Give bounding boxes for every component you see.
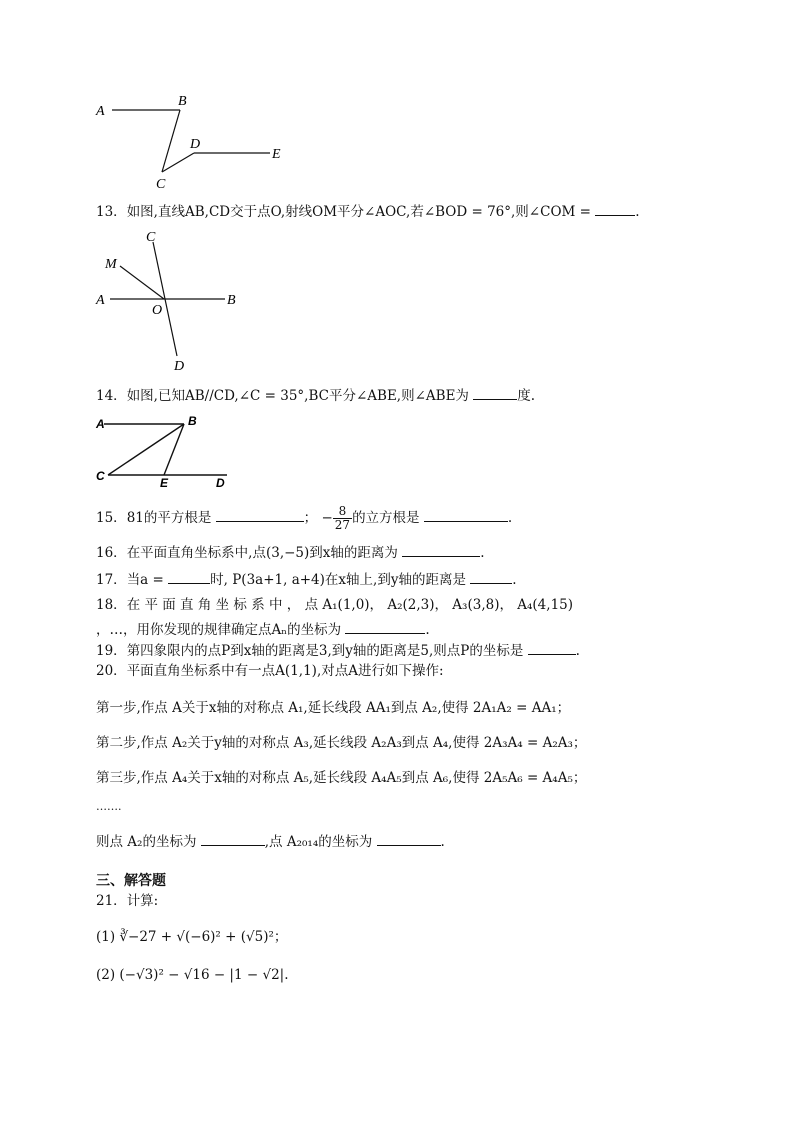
question-15: [96, 503, 512, 533]
fig14-label-e: E: [160, 476, 169, 490]
q21-text: 计算:: [126, 893, 159, 909]
q14-text: 如图,已知AB//CD,∠C = 35°,BC平分∠ABE,则∠ABE为: [126, 388, 469, 404]
figure-q13: [90, 228, 250, 376]
q15-number: 15．: [96, 510, 127, 526]
question-13: [96, 201, 640, 221]
fig12-label-c: C: [156, 177, 166, 192]
q17-end: .: [512, 572, 517, 588]
fig12-label-d: D: [190, 137, 201, 152]
q20-step-2: 第二步,作点 A₂关于y轴的对称点 A₃,延长线段 A₂A₃到点 A₄,使得 2A₃A₄ = A₂A₃；: [96, 735, 587, 751]
fig13-label-d: D: [174, 359, 185, 374]
fig13-label-a: A: [96, 293, 105, 308]
q19-text: 第四象限内的点P到x轴的距离是3,到y轴的距离是5,则点P的坐标是: [126, 643, 524, 659]
fig12-label-e: E: [272, 147, 281, 162]
q15-frac-num: 8: [333, 505, 352, 519]
fig13-label-b: B: [227, 293, 236, 308]
fig12-label-b: B: [178, 94, 187, 109]
question-20: [96, 662, 444, 680]
q20-text: 平面直角坐标系中有一点A(1,1),对点A进行如下操作:: [126, 663, 444, 679]
question-21: [96, 892, 158, 910]
q18-number: 18．: [96, 597, 127, 613]
question-19: [96, 640, 580, 660]
fig13-label-m: M: [105, 257, 117, 272]
q20-step-1: 第一步,作点 A关于x轴的对称点 A₁,延长线段 AA₁到点 A₂,使得 2A₁A₂ = AA₁；: [96, 700, 571, 716]
q15-answer-blank-1[interactable]: [216, 507, 304, 522]
q20-number: 20．: [96, 663, 127, 679]
q17-text-2: 时, P(3a+1, a+4)在x轴上,到y轴的距离是: [210, 572, 466, 588]
q17-number: 17．: [96, 572, 127, 588]
q13-text: 如图,直线AB,CD交于点O,射线OM平分∠AOC,若∠BOD = 76°,则∠COM =: [126, 204, 591, 220]
fig13-label-o: O: [152, 303, 163, 318]
q21-part-1: (1) ∛−27 + √(−6)² + (√5)²；: [96, 929, 288, 945]
q16-end: .: [480, 545, 485, 561]
fig13-label-c: C: [146, 230, 156, 245]
q15-fraction: [333, 505, 352, 532]
q15-text-1: 81的平方根是: [126, 510, 212, 526]
q20-dots: …….: [96, 800, 122, 813]
q20-end: .: [440, 834, 445, 850]
q13-end: .: [635, 204, 640, 220]
question-18-line-2: [96, 619, 430, 639]
q19-number: 19．: [96, 643, 127, 659]
q14-answer-blank[interactable]: [473, 385, 517, 400]
q21-number: 21．: [96, 893, 127, 909]
fig14-label-a: A: [96, 417, 105, 431]
fig12-label-a: A: [96, 104, 105, 119]
question-17: [96, 569, 517, 589]
q16-number: 16．: [96, 545, 127, 561]
figure-q14: [92, 413, 242, 493]
q20-ask-1: 则点 A₂的坐标为: [96, 834, 197, 850]
q18-answer-blank[interactable]: [345, 619, 425, 634]
q17-answer-blank-1[interactable]: [168, 569, 210, 584]
q14-end: 度.: [517, 388, 536, 404]
q15-answer-blank-2[interactable]: [424, 507, 508, 522]
fig14-label-c: C: [96, 469, 105, 483]
q15-text-2: 的立方根是: [352, 510, 420, 526]
q20-question: [96, 831, 445, 851]
q20-answer-blank-1[interactable]: [201, 831, 265, 846]
q19-end: .: [575, 643, 580, 659]
fig14-label-b: B: [188, 414, 197, 428]
fig14-label-d: D: [216, 476, 225, 490]
q18-line-2: ，…，用你发现的规律确定点Aₙ的坐标为: [96, 622, 342, 638]
q21-part-2: (2) (−√3)² − √16 − |1 − √2|.: [96, 967, 289, 983]
q18-end: .: [425, 622, 430, 638]
q15-neg: −: [321, 510, 333, 526]
q15-end: .: [507, 510, 513, 526]
q16-text: 在平面直角坐标系中,点(3,−5)到x轴的距离为: [126, 545, 398, 561]
q16-answer-blank[interactable]: [402, 542, 480, 557]
q13-answer-blank[interactable]: [595, 201, 635, 216]
q20-answer-blank-2[interactable]: [377, 831, 441, 846]
q15-sep: ；: [303, 510, 318, 526]
q15-frac-den: 27: [334, 518, 351, 532]
q13-number: 13．: [96, 204, 127, 220]
q19-answer-blank[interactable]: [528, 640, 576, 655]
q20-ask-2: ,点 A₂₀₁₄的坐标为: [264, 834, 373, 850]
q20-step-3: 第三步,作点 A₄关于x轴的对称点 A₅,延长线段 A₄A₅到点 A₆,使得 2A₅A₆ = A₄A₅；: [96, 770, 587, 786]
q18-line-1: 在 平 面 直 角 坐 标 系 中 ， 点 A₁(1,0)， A₂(2,3)， A₃(3,8)， A₄(4,15): [126, 597, 574, 613]
question-18-line-1: [96, 596, 573, 614]
question-16: [96, 542, 485, 562]
q17-answer-blank-2[interactable]: [470, 569, 512, 584]
section-title: 三、解答题: [96, 873, 166, 889]
q17-text-1: 当a =: [126, 572, 164, 588]
question-14: [96, 385, 535, 405]
figure-q12: [90, 90, 300, 195]
q14-number: 14．: [96, 388, 127, 404]
